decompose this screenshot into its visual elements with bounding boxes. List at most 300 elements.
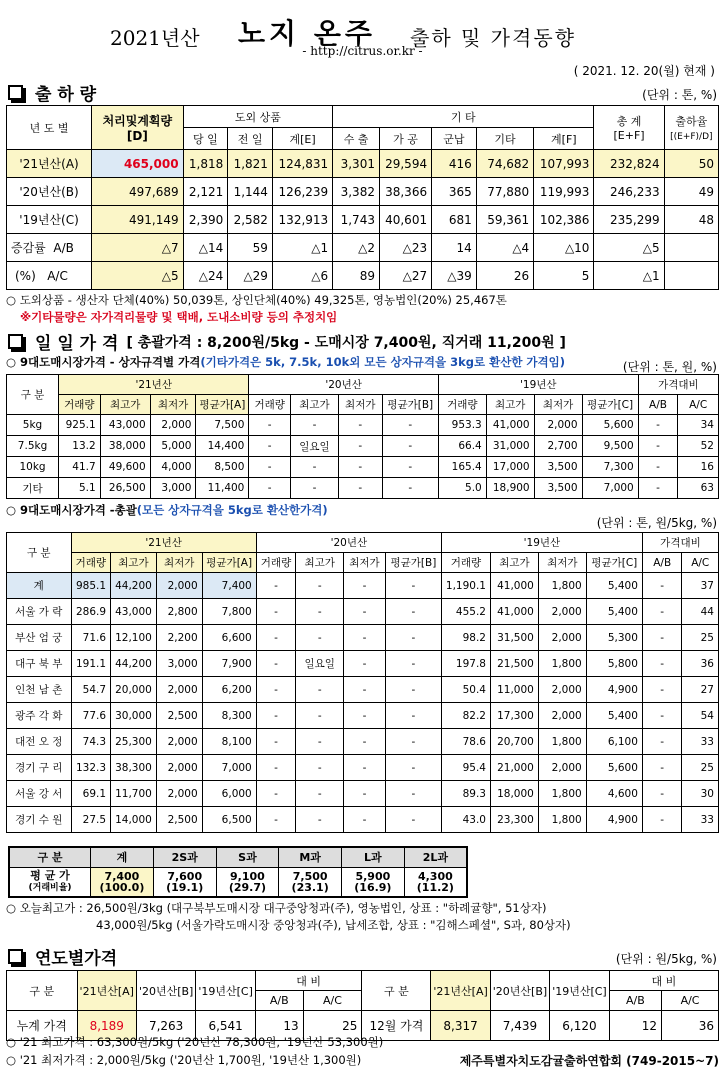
cell-ac: 33: [682, 729, 719, 755]
box-size-price-table: [6, 374, 719, 499]
cell-ac: 33: [682, 807, 719, 833]
cell: 232,824: [594, 150, 664, 178]
cell-mx20: -: [291, 478, 339, 499]
cell-v20: -: [256, 781, 296, 807]
cell-mx20: -: [296, 677, 344, 703]
col-etc: 기 타: [333, 106, 594, 128]
cum-c: 6,541: [196, 1011, 256, 1041]
cell: 48: [664, 206, 718, 234]
square-bullet-icon: [8, 949, 23, 964]
cell-v20: -: [256, 755, 296, 781]
cell-ab: -: [642, 677, 682, 703]
cell-v: 71.6: [71, 625, 111, 651]
change-label: 증감률: [11, 241, 46, 255]
size-col: 계: [91, 847, 154, 867]
cell-av19: 5,400: [586, 573, 642, 599]
cell-mx19: 41,000: [490, 573, 538, 599]
col-avg-a: 평균가[A]: [196, 395, 249, 415]
cell-mn: 4,000: [150, 457, 196, 478]
col-div: 구 분: [7, 375, 59, 415]
shipment-unit: (단위 : 톤, %): [642, 88, 717, 102]
cell: 26: [476, 262, 533, 290]
y-col-ab: A/B: [255, 991, 303, 1011]
cell-ac: 37: [682, 573, 719, 599]
cell-v: 132.3: [71, 755, 111, 781]
cell-v: 925.1: [59, 415, 101, 436]
row-label: 기타: [7, 478, 59, 499]
col-max: 최고가: [291, 395, 339, 415]
col-min: 최저가: [338, 395, 382, 415]
cell-v: 286.9: [71, 599, 111, 625]
table-row: [7, 234, 719, 262]
cell-av19: 5,300: [586, 625, 642, 651]
yearly-price-table: [6, 970, 719, 1041]
size-row-label: [9, 867, 91, 897]
shipment-section-title: [8, 80, 96, 105]
cell-mn19: 2,000: [538, 625, 586, 651]
cell-v: 191.1: [71, 651, 111, 677]
row-label: 경기 구 리: [7, 755, 72, 781]
size-col: L과: [342, 847, 405, 867]
cell-v19: 66.4: [438, 436, 486, 457]
cell-v19: 98.2: [441, 625, 490, 651]
cell-av: 6,200: [202, 677, 256, 703]
cell-v: 77.6: [71, 703, 111, 729]
cell-v19: 50.4: [441, 677, 490, 703]
cell-ac: 63: [678, 478, 719, 499]
size-price: 4,300: [417, 869, 453, 883]
row-label: 서울 강 서: [7, 781, 72, 807]
table-row: [7, 677, 719, 703]
cell-mn: 2,000: [150, 415, 196, 436]
cell-av: 7,800: [202, 599, 256, 625]
cell-av19: 4,900: [586, 677, 642, 703]
table-row: [7, 206, 719, 234]
cell-av20: -: [385, 573, 441, 599]
cell-mx: 14,000: [111, 807, 157, 833]
y-col-ab-2: A/B: [609, 991, 661, 1011]
cell-mx19: 41,000: [486, 415, 534, 436]
col-max: 최고가: [111, 553, 157, 573]
cell-v: 54.7: [71, 677, 111, 703]
col-ratio-label: 출하율: [675, 115, 708, 128]
y-col-cmp-2: 대 비: [609, 971, 718, 991]
col-vol: 거래량: [438, 395, 486, 415]
cell: △23: [379, 234, 431, 262]
cell: △27: [379, 262, 431, 290]
cell-ac: 27: [682, 677, 719, 703]
size-price: 9,100: [230, 869, 265, 883]
cum-label: 누계 가격: [7, 1011, 78, 1041]
cell-av20: -: [385, 599, 441, 625]
cell-mn19: 1,800: [538, 781, 586, 807]
yearly-unit: (단위 : 원/5kg, %): [615, 952, 717, 966]
cell-mn: 2,800: [156, 599, 202, 625]
col-avg-c: 평균가[C]: [582, 395, 638, 415]
cell-mx: 43,000: [111, 599, 157, 625]
t2-note: (모든 상자규격을 5kg로 환산한가격): [136, 503, 328, 517]
cell-ab: -: [642, 599, 682, 625]
cell: 59,361: [476, 206, 533, 234]
cell: 1,144: [228, 178, 273, 206]
cell-mx: 43,000: [100, 415, 150, 436]
cell-ab: -: [642, 729, 682, 755]
size-ratio: (16.9): [354, 880, 392, 894]
cell-v: 985.1: [71, 573, 111, 599]
cell-av20: -: [385, 755, 441, 781]
cell-v19: 455.2: [441, 599, 490, 625]
cell-plan: 491,149: [92, 206, 183, 234]
yearly-section-title: [8, 944, 117, 969]
cell: 235,299: [594, 206, 664, 234]
table-row: [7, 781, 719, 807]
cell: 40,601: [379, 206, 431, 234]
size-price: 7,400: [104, 869, 140, 883]
cell-mn: 2,000: [156, 677, 202, 703]
size-col-div: 구 분: [9, 847, 91, 867]
table-row: [7, 755, 719, 781]
cell-ab: -: [642, 651, 682, 677]
cell: 38,366: [379, 178, 431, 206]
cell: 126,239: [272, 178, 332, 206]
cell: △2: [333, 234, 380, 262]
col-export: 수 출: [333, 128, 380, 150]
cell-mx19: 18,900: [486, 478, 534, 499]
cell-mn19: 2,000: [538, 677, 586, 703]
col-y20: '20년산: [249, 375, 438, 395]
table-row: [7, 807, 719, 833]
col-ac: A/C: [678, 395, 719, 415]
cell-v20: -: [249, 457, 291, 478]
y-col-19-2: '19년산[C]: [550, 971, 610, 1011]
cell-v19: 95.4: [441, 755, 490, 781]
cell: 3,382: [333, 178, 380, 206]
title-main: 노지 온주: [238, 17, 376, 50]
market-summary-table: [6, 532, 719, 833]
cell: 102,386: [534, 206, 594, 234]
size-cell: [216, 867, 279, 897]
shipment-note: ○ 도외상품 - 생산자 단체(40%) 50,039톤, 상인단체(40%) 49,325톤, 영농법인(20%) 25,467톤: [6, 293, 507, 307]
cell-ab: -: [638, 415, 678, 436]
size-cell: [279, 867, 342, 897]
row-label: '19년산(C): [7, 206, 92, 234]
cell: 132,913: [272, 206, 332, 234]
cell-ab: -: [638, 436, 678, 457]
cell-mx20: -: [296, 807, 344, 833]
cell-mn20: -: [344, 703, 386, 729]
col-min: 최저가: [156, 553, 202, 573]
col-plan-d: [D]: [126, 129, 148, 143]
cell-mn: 2,500: [156, 807, 202, 833]
cell-av20: -: [385, 807, 441, 833]
col-ab: A/B: [638, 395, 678, 415]
cell-mx: 25,300: [111, 729, 157, 755]
cell-mx19: 17,300: [490, 703, 538, 729]
col-plan-label: 처리및계획량: [102, 114, 173, 128]
size-cell: [404, 867, 467, 897]
cell: △4: [476, 234, 533, 262]
col-outside: 도외 상품: [183, 106, 333, 128]
cum-ac: 25: [303, 1011, 362, 1041]
dec-b: 7,439: [490, 1011, 549, 1041]
org-footer: 제주특별자치도감귤출하연합회 (749-2015~7): [459, 1054, 719, 1068]
cell-av19: 5,400: [586, 599, 642, 625]
size-ratio: (11.2): [416, 880, 454, 894]
cell-mn20: -: [344, 729, 386, 755]
col-div: 구 분: [7, 533, 72, 573]
cell-mx19: 31,000: [486, 436, 534, 457]
t2-unit: (단위 : 톤, 원/5kg, %): [596, 516, 717, 530]
cell-av19: 7,300: [582, 457, 638, 478]
cell: 246,233: [594, 178, 664, 206]
size-cell: [91, 867, 154, 897]
table-row: [7, 478, 719, 499]
cell-v19: 5.0: [438, 478, 486, 499]
cell: [664, 234, 718, 262]
cell-mx: 49,600: [100, 457, 150, 478]
cum-a: 8,189: [77, 1011, 136, 1041]
cell-mn20: -: [344, 651, 386, 677]
cell-v19: 78.6: [441, 729, 490, 755]
cell-av19: 7,000: [582, 478, 638, 499]
yearly-low: ○ '21 최저가격 : 2,000원/5kg ('20년산 1,700원, '19년산 1,300원): [6, 1053, 362, 1067]
cell-av20: -: [382, 478, 438, 499]
cell-mn20: -: [344, 807, 386, 833]
t1-title-text: ○ 9대도매시장가격 - 상자규격별 가격: [6, 355, 201, 369]
col-ab: A/B: [642, 553, 682, 573]
cell-mn20: -: [338, 436, 382, 457]
row-label: '20년산(B): [7, 178, 92, 206]
col-y20: '20년산: [256, 533, 441, 553]
t2-title: [6, 502, 328, 518]
size-cell: [153, 867, 216, 897]
cell: 29,594: [379, 150, 431, 178]
cell-av20: -: [385, 625, 441, 651]
cell: 681: [432, 206, 477, 234]
cell-mx: 38,000: [100, 436, 150, 457]
cell-ac: 52: [678, 436, 719, 457]
cell-mn: 2,000: [156, 729, 202, 755]
cell-v20: -: [249, 436, 291, 457]
cell: 1,818: [183, 150, 228, 178]
cell-mn20: -: [344, 755, 386, 781]
cell-mn19: 1,800: [538, 573, 586, 599]
size-cell: [342, 867, 405, 897]
table-row: [7, 262, 719, 290]
daily-title-text: 일 일 가 격: [35, 334, 119, 354]
cell-mx: 44,200: [111, 573, 157, 599]
cell-ab: -: [642, 807, 682, 833]
col-other: 기타: [476, 128, 533, 150]
cell-mn19: 2,000: [534, 415, 582, 436]
row-label: [7, 234, 92, 262]
cell-mx19: 23,300: [490, 807, 538, 833]
cell-v20: -: [256, 677, 296, 703]
row-label: 경기 수 원: [7, 807, 72, 833]
site-url[interactable]: - http://citrus.or.kr -: [302, 44, 423, 58]
col-cmp: 가격대비: [642, 533, 718, 553]
yearly-title-text: 연도별가격: [35, 949, 118, 969]
y-col-div: 구 분: [7, 971, 78, 1011]
cell-mx19: 21,500: [490, 651, 538, 677]
size-price: 7,500: [292, 869, 328, 883]
row-label: 7.5kg: [7, 436, 59, 457]
cell: △39: [432, 262, 477, 290]
cell-mn20: -: [344, 625, 386, 651]
today-high-2: 43,000원/5kg (서울가락도매시장 중앙청과(주), 납세조합, 상표 : "김해스페셜", S과, 80상자): [96, 918, 571, 932]
cell-mx19: 17,000: [486, 457, 534, 478]
cell-av: 7,500: [196, 415, 249, 436]
t1-note: (기타가격은 5k, 7.5k, 10k외 모든 상자규격을 3kg로 환산한 가격임): [200, 355, 566, 369]
cell: 2,121: [183, 178, 228, 206]
cell-ab: -: [638, 478, 678, 499]
cell-mx19: 41,000: [490, 599, 538, 625]
col-total-ef: [E+F]: [613, 129, 645, 142]
cell-mx20: -: [291, 415, 339, 436]
cell-mn: 3,000: [156, 651, 202, 677]
col-military: 군납: [432, 128, 477, 150]
cell-v: 41.7: [59, 457, 101, 478]
cell-mn19: 1,800: [538, 807, 586, 833]
table-row: [7, 150, 719, 178]
cell-mn: 2,200: [156, 625, 202, 651]
t2-title-text: ○ 9대도매시장가격 -총괄: [6, 503, 137, 517]
cell-v: 27.5: [71, 807, 111, 833]
cell: 365: [432, 178, 477, 206]
square-bullet-icon: [8, 85, 23, 100]
col-y21: '21년산: [59, 375, 249, 395]
cell-mx: 44,200: [111, 651, 157, 677]
col-avg-c: 평균가[C]: [586, 553, 642, 573]
cell-av: 6,500: [202, 807, 256, 833]
cell-ab: -: [642, 703, 682, 729]
col-min: 최저가: [344, 553, 386, 573]
cell: △29: [228, 262, 273, 290]
col-ratio: [664, 106, 718, 150]
cell: 74,682: [476, 150, 533, 178]
dec-ab: 12: [609, 1011, 661, 1041]
col-vol: 거래량: [249, 395, 291, 415]
cell: 119,993: [534, 178, 594, 206]
cell: 50: [664, 150, 718, 178]
cell: 77,880: [476, 178, 533, 206]
cell-mx20: -: [291, 457, 339, 478]
cell-v20: -: [256, 651, 296, 677]
dec-ac: 36: [662, 1011, 719, 1041]
cell-mx19: 31,500: [490, 625, 538, 651]
cell-ac: 54: [682, 703, 719, 729]
cell-av: 6,000: [202, 781, 256, 807]
cell-av20: -: [382, 457, 438, 478]
cell-av19: 5,400: [586, 703, 642, 729]
table-row: [7, 625, 719, 651]
y-col-20: '20년산[B]: [136, 971, 195, 1011]
cell-mx20: -: [296, 729, 344, 755]
cell-mx19: 21,000: [490, 755, 538, 781]
cell-av20: -: [385, 703, 441, 729]
cell: 49: [664, 178, 718, 206]
title-sub: 출하 및 가격동향: [410, 26, 576, 50]
cell-v: 5.1: [59, 478, 101, 499]
cell-v19: 82.2: [441, 703, 490, 729]
col-max: 최고가: [296, 553, 344, 573]
col-max: 최고가: [100, 395, 150, 415]
cell-mn: 2,500: [156, 703, 202, 729]
y-col-21: '21년산[A]: [77, 971, 136, 1011]
size-avg-label: 평 균 가: [30, 868, 70, 882]
row-label: 대구 북 부: [7, 651, 72, 677]
cell-av19: 4,900: [586, 807, 642, 833]
cell-mn19: 1,800: [538, 729, 586, 755]
daily-section-title: [8, 329, 566, 354]
cell-av19: 6,100: [586, 729, 642, 755]
cell-av20: -: [382, 436, 438, 457]
size-avg-sub: (거래비율): [28, 882, 72, 893]
cell-av: 8,100: [202, 729, 256, 755]
cell-mx19: 18,000: [490, 781, 538, 807]
cell-mx: 38,300: [111, 755, 157, 781]
size-ratio: (29.7): [228, 880, 267, 894]
cell-mx20: 일요일: [296, 651, 344, 677]
cell-ac: 44: [682, 599, 719, 625]
row-label: 계: [7, 573, 72, 599]
col-plan: [92, 106, 183, 150]
col-y21: '21년산: [71, 533, 256, 553]
size-ratio: (100.0): [99, 880, 145, 894]
cell-mn20: -: [344, 677, 386, 703]
dec-c: 6,120: [550, 1011, 610, 1041]
table-row: [7, 703, 719, 729]
cell-mx: 11,700: [111, 781, 157, 807]
col-min: 최저가: [534, 395, 582, 415]
row-label: 부산 엄 궁: [7, 625, 72, 651]
cell-mn20: -: [344, 781, 386, 807]
col-vol: 거래량: [441, 553, 490, 573]
title-year: 2021년산: [110, 26, 200, 50]
y-col-div-2: 구 분: [362, 971, 431, 1011]
col-sum-f: 계[F]: [534, 128, 594, 150]
table-row: [9, 867, 467, 897]
cell-v: 13.2: [59, 436, 101, 457]
cell-v20: -: [256, 599, 296, 625]
cell-av: 7,400: [202, 573, 256, 599]
cell-v19: 89.3: [441, 781, 490, 807]
cell-ab: -: [642, 755, 682, 781]
cell-ac: 30: [682, 781, 719, 807]
cell-v20: -: [249, 415, 291, 436]
change-pct: (%): [15, 268, 36, 283]
cell-plan: 465,000: [92, 150, 183, 178]
cell-av: 8,500: [196, 457, 249, 478]
t1-unit: (단위 : 톤, 원, %): [622, 360, 717, 374]
table-row: [7, 573, 719, 599]
row-label: 10kg: [7, 457, 59, 478]
cell-v20: -: [249, 478, 291, 499]
row-label: 인천 남 촌: [7, 677, 72, 703]
cell-v20: -: [256, 807, 296, 833]
size-price: 7,600: [167, 869, 203, 883]
cell-av: 14,400: [196, 436, 249, 457]
row-label: '21년산(A): [7, 150, 92, 178]
cell-mn20: -: [338, 478, 382, 499]
col-y19: '19년산: [438, 375, 638, 395]
col-avg-b: 평균가[B]: [385, 553, 441, 573]
cell-mn19: 2,000: [538, 755, 586, 781]
cell-mn: 2,000: [156, 573, 202, 599]
y-col-20-2: '20년산[B]: [490, 971, 549, 1011]
table-row: [7, 457, 719, 478]
cell-av: 7,000: [202, 755, 256, 781]
